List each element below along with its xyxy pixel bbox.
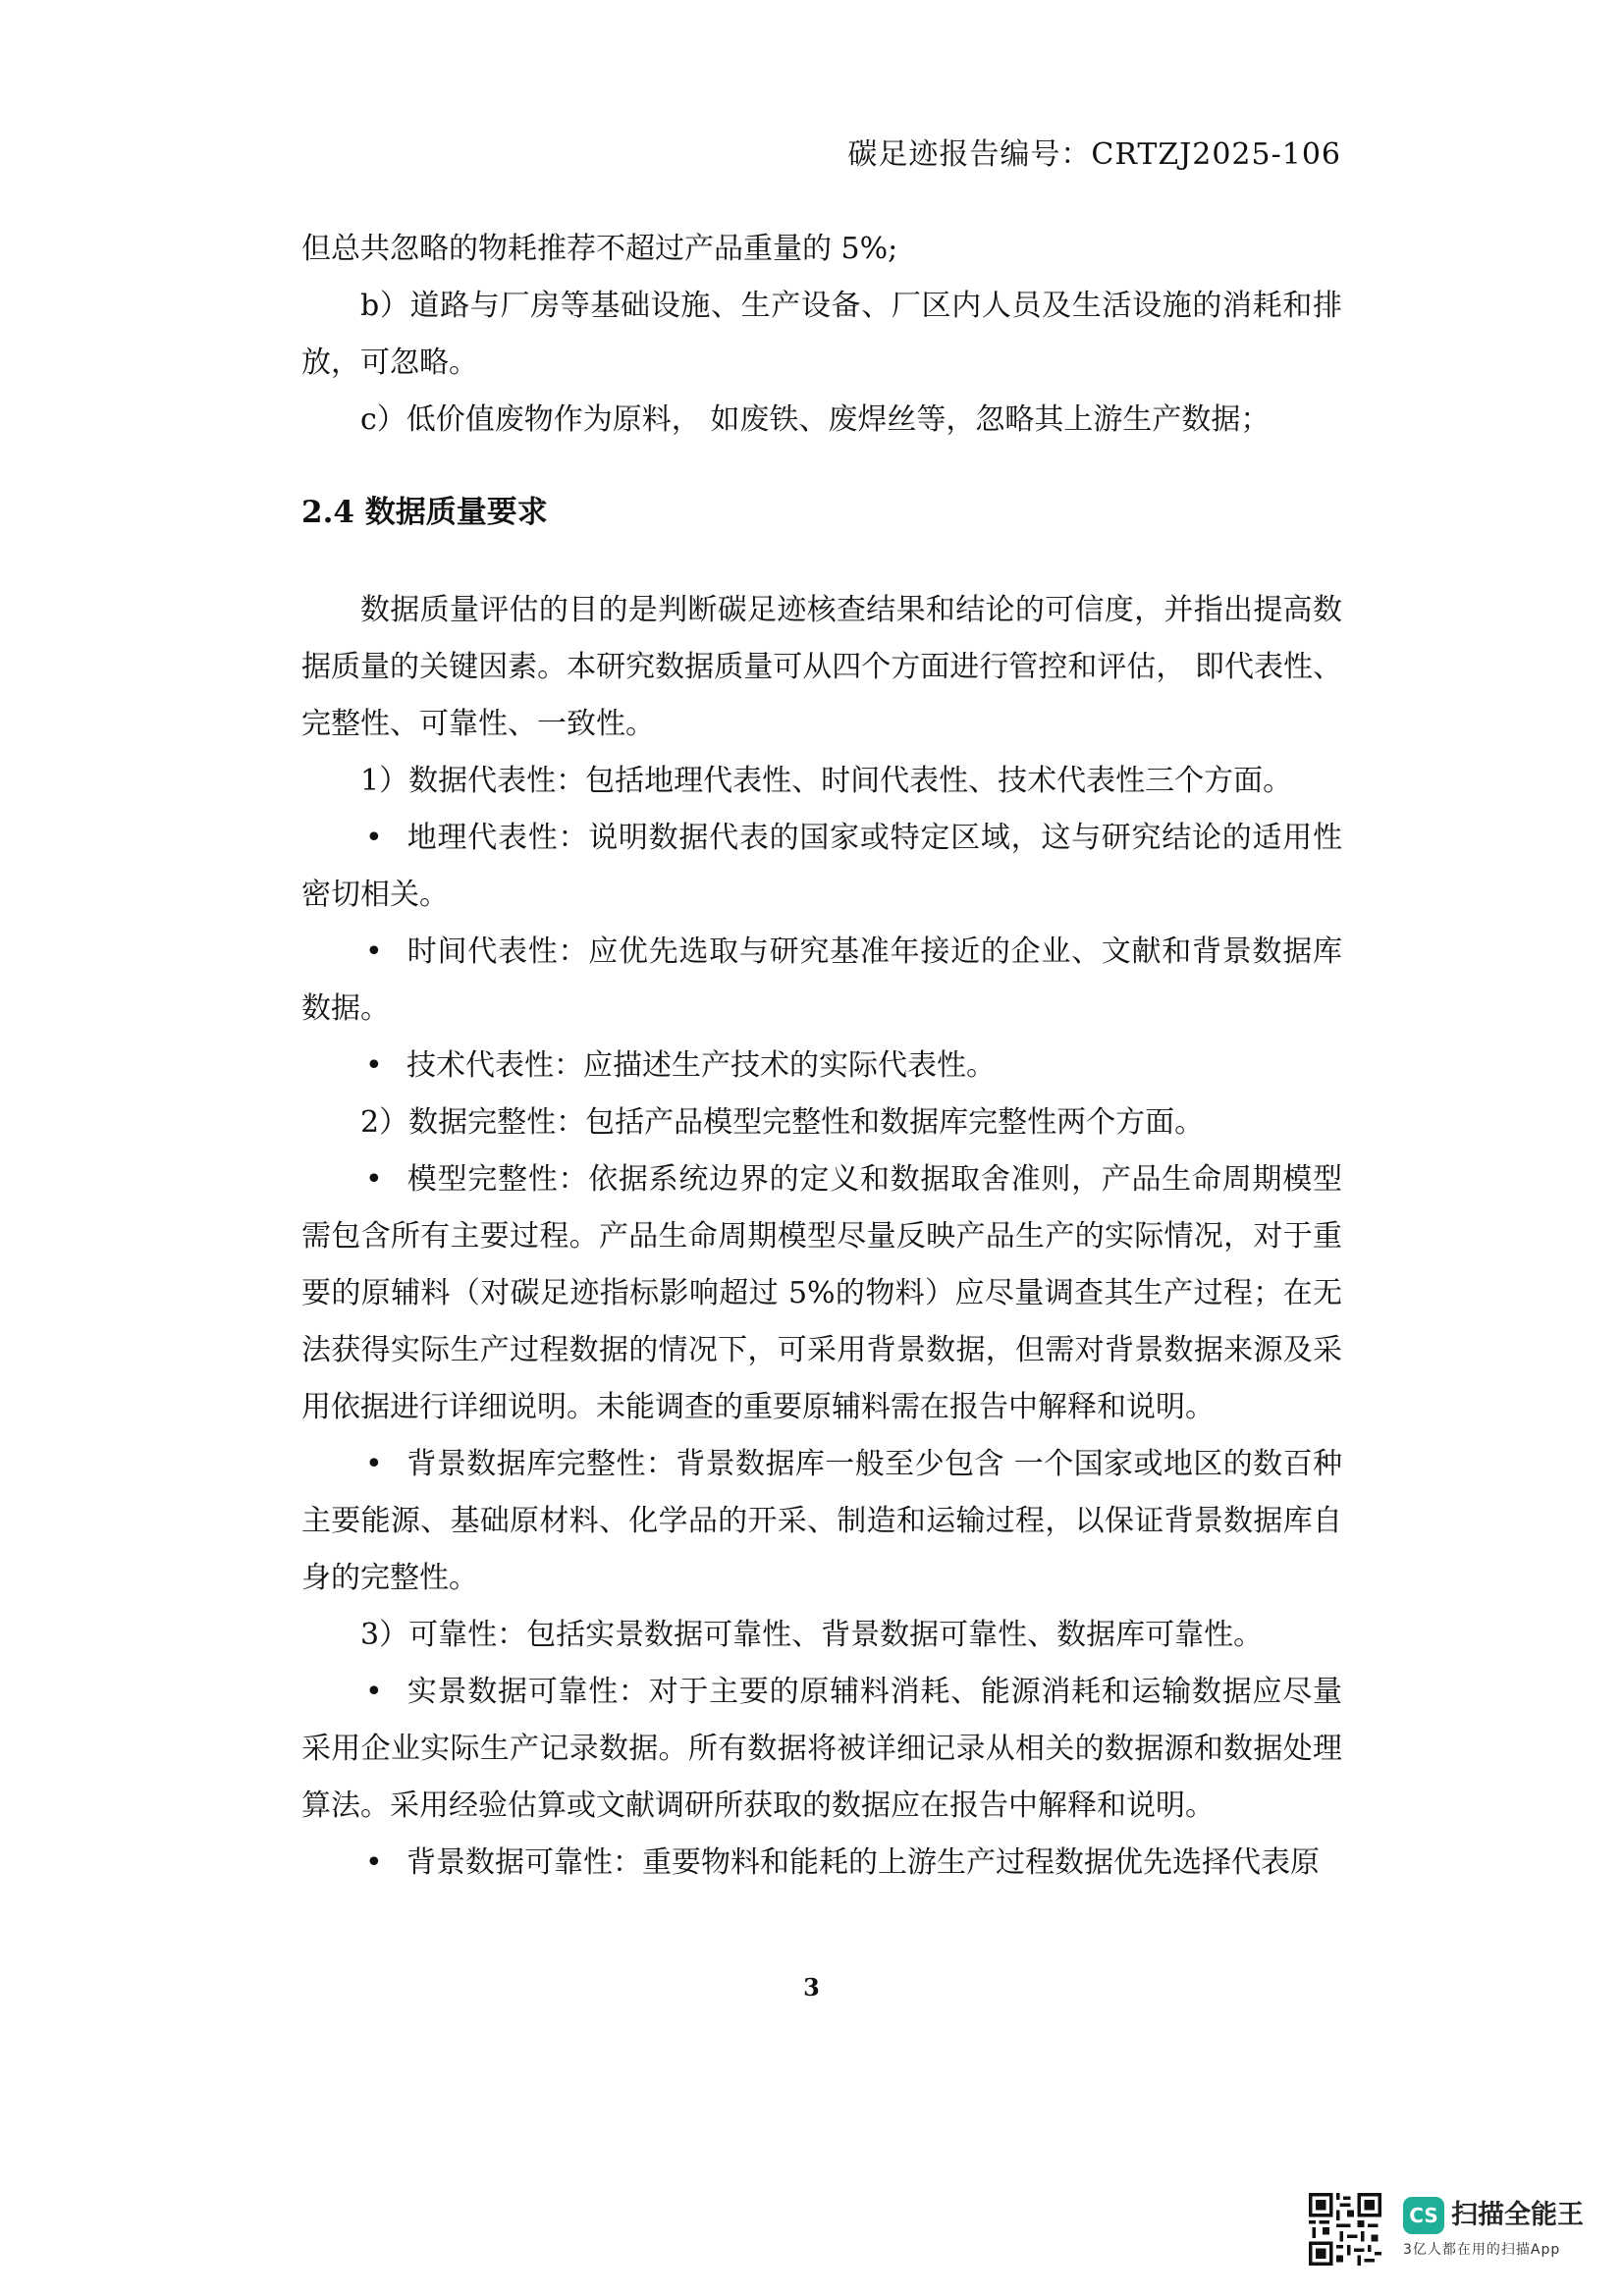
paragraph-continued: 但总共忽略的物耗推荐不超过产品重量的 5%; [301,232,898,266]
bullet-dot: • [365,821,383,855]
camscanner-logo-icon: CS [1403,2197,1444,2234]
bullet-dot: • [365,1162,383,1197]
bullet-dot: • [365,934,383,969]
watermark-tagline: 3亿人都在用的扫描App [1403,2242,1561,2258]
bullet-text: 地理代表性：说明数据代表的国家或特定区域，这与研究结论的适用性密切相关。 [301,821,1342,912]
document-body [301,221,1342,1892]
list-item-3: 3）可靠性：包括实景数据可靠性、背景数据可靠性、数据库可靠性。 [360,1618,1264,1652]
section-intro: 数据质量评估的目的是判断碳足迹核查结果和结论的可信度，并指出提高数据质量的关键因素。本研究数据质量可从四个方面进行管控和评估， 即代表性、完整性、可靠性、一致性。 [301,593,1342,741]
bullet-text: 背景数据可靠性：重要物料和能耗的上游生产过程数据优先选择代表原 [406,1845,1320,1880]
bullet-dot: • [365,1675,383,1709]
list-item-2: 2）数据完整性：包括产品模型完整性和数据库完整性两个方面。 [360,1105,1205,1140]
bullet-dot: • [365,1048,383,1083]
qr-code-icon [1309,2193,1381,2266]
list-item-1: 1）数据代表性：包括地理代表性、时间代表性、技术代表性三个方面。 [360,764,1293,798]
report-number: 碳足迹报告编号：CRTZJ2025-106 [847,137,1341,172]
paragraph-item-c: c）低价值废物作为原料， 如废铁、废焊丝等，忽略其上游生产数据； [360,402,1271,437]
bullet-item [301,1038,1342,1095]
bullet-dot: • [365,1447,383,1481]
bullet-text: 实景数据可靠性：对于主要的原辅料消耗、能源消耗和运输数据应尽量采用企业实际生产记录数据。所有数据将被详细记录从相关的数据源和数据处理算法。采用经验估算或文献调研所获取的数据应在报告中解释和说明。 [301,1675,1342,1823]
watermark-app-name: 扫描全能王 [1451,2200,1584,2230]
bullet-item [301,924,1342,1038]
scanner-watermark [1309,2189,1603,2277]
bullet-item [301,1436,1342,1607]
bullet-text: 技术代表性：应描述生产技术的实际代表性。 [406,1048,996,1083]
bullet-item [301,1664,1342,1835]
page-number: 3 [803,1973,820,2002]
bullet-item [301,1835,1342,1892]
bullet-item [301,810,1342,924]
bullet-item [301,1151,1342,1436]
paragraph-item-b: b）道路与厂房等基础设施、生产设备、厂区内人员及生活设施的消耗和排放，可忽略。 [301,289,1342,380]
bullet-text: 背景数据库完整性：背景数据库一般至少包含 一个国家或地区的数百种主要能源、基础原材料、化学品的开采、制造和运输过程，以保证背景数据库自身的完整性。 [301,1447,1342,1595]
bullet-dot: • [365,1845,383,1880]
section-title: 2.4 数据质量要求 [301,495,548,530]
bullet-text: 模型完整性：依据系统边界的定义和数据取舍准则，产品生命周期模型需包含所有主要过程。产品生命周期模型尽量反映产品生产的实际情况，对于重要的原辅料（对碳足迹指标影响超过 5%的物料）应尽量调查其生产过程；在无法获得实际生产过程数据的情况下，可采用背景数据，但需对背景数据来源及采用依据进行详细说明。未能调查的重要原辅料需在报告中解释和说明。 [301,1162,1342,1424]
bullet-text: 时间代表性：应优先选取与研究基准年接近的企业、文献和背景数据库数据。 [301,934,1342,1026]
